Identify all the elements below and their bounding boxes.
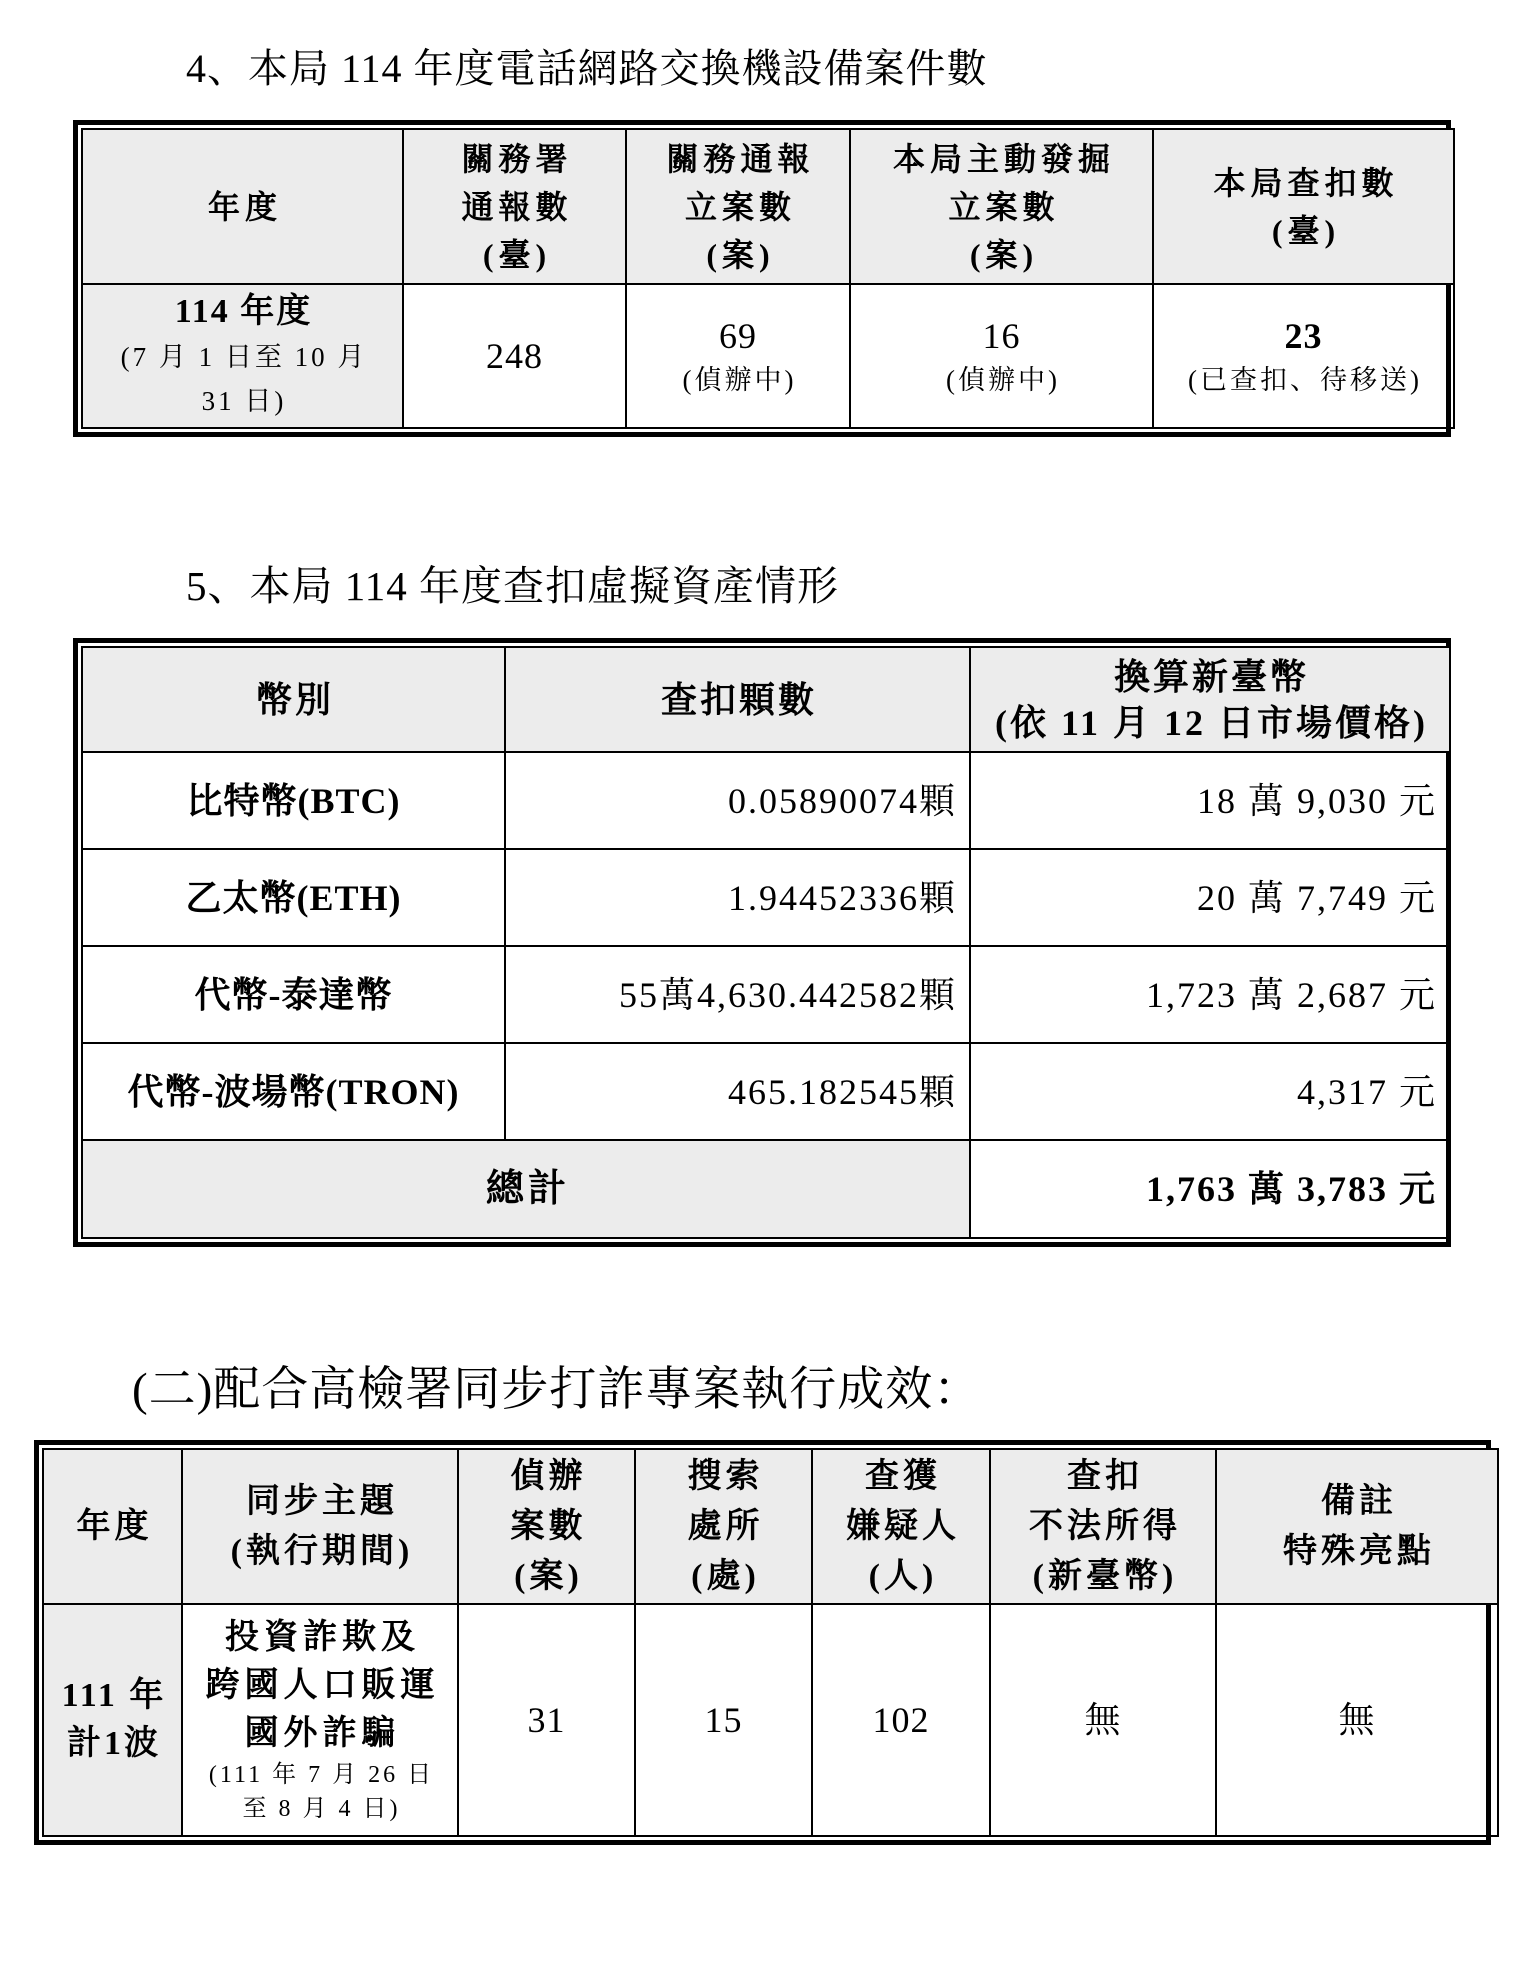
header-line: (新臺幣) bbox=[1032, 1557, 1178, 1595]
cell-notes bbox=[1216, 1604, 1498, 1836]
cell-customs-reports bbox=[403, 284, 626, 428]
anti-fraud-operation-table bbox=[42, 1448, 1499, 1837]
year-line: 計1波 bbox=[67, 1725, 161, 1762]
header-line: 查扣顆數 bbox=[660, 679, 817, 720]
currency-name: 比特幣(BTC) bbox=[186, 780, 401, 821]
table-row bbox=[82, 752, 1450, 849]
cell-bureau-cases bbox=[850, 284, 1153, 428]
cell-twd-value bbox=[970, 752, 1450, 849]
illegal-gains-value: 無 bbox=[1084, 1700, 1122, 1740]
header-cases bbox=[458, 1449, 635, 1604]
cell-illegal-gains bbox=[990, 1604, 1216, 1836]
bureau-cases-value: 16 bbox=[982, 316, 1021, 356]
cell-seized-count bbox=[1153, 284, 1454, 428]
period-line: 31 日) bbox=[201, 386, 287, 416]
customs-cases-value: 69 bbox=[719, 316, 757, 356]
header-line: 幣別 bbox=[255, 679, 334, 720]
header-line: (臺) bbox=[1271, 212, 1341, 249]
switch-equipment-case-table-frame bbox=[73, 120, 1451, 437]
currency-name: 代幣-泰達幣 bbox=[194, 974, 393, 1015]
search-locations-value: 15 bbox=[704, 1700, 743, 1740]
cell-theme bbox=[182, 1604, 458, 1836]
header-customs-cases bbox=[626, 129, 850, 284]
seized-count-value: 23 bbox=[1284, 316, 1323, 356]
header-bureau-cases bbox=[850, 129, 1153, 284]
anti-fraud-operation-table-frame bbox=[34, 1440, 1491, 1845]
header-line: 關務署 bbox=[461, 140, 573, 177]
quantity-value: 1.94452336顆 bbox=[727, 877, 957, 918]
twd-value: 18 萬 9,030 元 bbox=[1196, 780, 1437, 821]
switch-equipment-case-table bbox=[81, 128, 1455, 429]
header-search-locations bbox=[635, 1449, 812, 1604]
currency-name: 乙太幣(ETH) bbox=[185, 877, 402, 918]
header-line: 查獲 bbox=[865, 1457, 941, 1495]
year-line: 111 年 bbox=[61, 1677, 167, 1714]
header-line: 年度 bbox=[207, 188, 282, 225]
cell-currency bbox=[82, 752, 505, 849]
period-line: (7 月 1 日至 10 月 bbox=[120, 342, 368, 372]
cell-customs-cases bbox=[626, 284, 850, 428]
header-line: 立案數 bbox=[948, 188, 1060, 225]
table-header-row bbox=[43, 1449, 1498, 1604]
cell-quantity bbox=[505, 1043, 970, 1140]
header-line: 換算新臺幣 bbox=[1113, 656, 1309, 697]
header-line: (臺) bbox=[482, 236, 552, 273]
header-line: 不法所得 bbox=[1029, 1507, 1181, 1545]
cell-quantity bbox=[505, 849, 970, 946]
cell-year bbox=[82, 284, 403, 428]
header-illegal-gains bbox=[990, 1449, 1216, 1604]
twd-value: 4,317 元 bbox=[1296, 1071, 1437, 1112]
header-year bbox=[82, 129, 403, 284]
cell-twd-value bbox=[970, 946, 1450, 1043]
twd-value: 20 萬 7,749 元 bbox=[1196, 877, 1437, 918]
total-label: 總計 bbox=[485, 1168, 570, 1210]
cases-value: 31 bbox=[527, 1700, 566, 1740]
header-line: (處) bbox=[691, 1557, 760, 1595]
header-line: 立案數 bbox=[684, 188, 796, 225]
header-line: 特殊亮點 bbox=[1283, 1532, 1435, 1570]
suspects-value: 102 bbox=[872, 1700, 930, 1740]
header-customs-reports bbox=[403, 129, 626, 284]
cell-quantity bbox=[505, 752, 970, 849]
table-row bbox=[82, 946, 1450, 1043]
customs-reports-value: 248 bbox=[486, 336, 543, 376]
header-line: 案數 bbox=[510, 1507, 587, 1545]
cell-currency bbox=[82, 849, 505, 946]
header-line: (依 11 月 12 日市場價格) bbox=[995, 702, 1428, 743]
header-line: 備註 bbox=[1321, 1482, 1397, 1520]
header-line: 本局查扣數 bbox=[1213, 164, 1399, 201]
table-row bbox=[82, 849, 1450, 946]
header-line: 嫌疑人 bbox=[846, 1507, 960, 1545]
seized-count-note: (已查扣、待移送) bbox=[1188, 365, 1422, 395]
header-theme bbox=[182, 1449, 458, 1604]
quantity-value: 0.05890074顆 bbox=[727, 780, 957, 821]
period-line: 至 8 月 4 日) bbox=[242, 1796, 401, 1822]
section-ii-title: (二)配合高檢署同步打詐專案執行成效： bbox=[132, 1364, 982, 1416]
header-line: 查扣 bbox=[1067, 1457, 1143, 1495]
cell-total-value bbox=[970, 1140, 1450, 1238]
total-value: 1,763 萬 3,783 元 bbox=[1145, 1169, 1437, 1209]
cell-currency bbox=[82, 1043, 505, 1140]
header-line: 本局主動發掘 bbox=[892, 140, 1115, 177]
virtual-asset-table-frame bbox=[73, 638, 1451, 1247]
header-line: 年度 bbox=[76, 1507, 153, 1545]
cell-year bbox=[43, 1604, 182, 1836]
cell-twd-value bbox=[970, 849, 1450, 946]
theme-line: 國外詐騙 bbox=[244, 1715, 401, 1752]
table-header-row bbox=[82, 647, 1450, 752]
quantity-value: 465.182545顆 bbox=[727, 1071, 957, 1112]
header-line: 偵辦 bbox=[510, 1457, 587, 1495]
table-header-row bbox=[82, 129, 1454, 284]
header-line: 通報數 bbox=[461, 188, 573, 225]
bureau-cases-note: (偵辦中) bbox=[946, 365, 1060, 395]
notes-value: 無 bbox=[1338, 1700, 1376, 1740]
header-seized-count bbox=[1153, 129, 1454, 284]
header-line: 關務通報 bbox=[666, 140, 815, 177]
table-row bbox=[43, 1604, 1498, 1836]
header-quantity bbox=[505, 647, 970, 752]
section-5-title: 5、本局 114 年度查扣虛擬資產情形 bbox=[186, 563, 839, 609]
virtual-asset-table bbox=[81, 646, 1451, 1239]
cell-twd-value bbox=[970, 1043, 1450, 1140]
header-line: (人) bbox=[868, 1557, 938, 1595]
header-line: 處所 bbox=[687, 1507, 764, 1545]
cell-suspects bbox=[812, 1604, 990, 1836]
header-line: (案) bbox=[969, 236, 1039, 273]
section-4-title: 4、本局 114 年度電話網路交換機設備案件數 bbox=[186, 46, 988, 91]
header-line: (執行期間) bbox=[230, 1532, 414, 1570]
table-row bbox=[82, 284, 1454, 428]
header-line: (案) bbox=[706, 236, 775, 273]
header-line: (案) bbox=[514, 1557, 583, 1595]
header-notes bbox=[1216, 1449, 1498, 1604]
header-year bbox=[43, 1449, 182, 1604]
total-row bbox=[82, 1140, 1450, 1238]
twd-value: 1,723 萬 2,687 元 bbox=[1145, 974, 1437, 1015]
theme-line: 投資詐欺及 bbox=[225, 1619, 420, 1656]
year-label: 114 年度 bbox=[174, 293, 313, 330]
quantity-value: 55萬4,630.442582顆 bbox=[619, 974, 957, 1015]
cell-cases bbox=[458, 1604, 635, 1836]
currency-name: 代幣-波場幣(TRON) bbox=[127, 1071, 460, 1112]
header-line: 同步主題 bbox=[246, 1482, 398, 1520]
period-line: (111 年 7 月 26 日 bbox=[208, 1762, 435, 1788]
header-suspects bbox=[812, 1449, 990, 1604]
cell-quantity bbox=[505, 946, 970, 1043]
cell-total-label bbox=[82, 1140, 970, 1238]
header-twd-value bbox=[970, 647, 1450, 752]
customs-cases-note: (偵辦中) bbox=[682, 365, 797, 395]
header-line: 搜索 bbox=[687, 1457, 764, 1495]
cell-currency bbox=[82, 946, 505, 1043]
table-row bbox=[82, 1043, 1450, 1140]
header-currency bbox=[82, 647, 505, 752]
cell-search-locations bbox=[635, 1604, 812, 1836]
theme-line: 跨國人口販運 bbox=[205, 1667, 440, 1704]
